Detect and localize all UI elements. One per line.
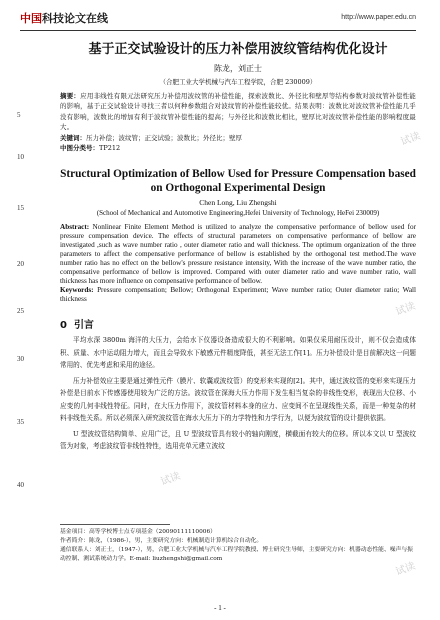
page-header [20, 8, 416, 31]
chinese-abstract [60, 91, 416, 133]
english-keywords-text: Pressure compensation; Bellow; Orthogonal Experiment; Wave number ratio; Outer diameter ratio; Wall thickness [60, 286, 417, 304]
line-number: 10 [17, 153, 24, 161]
line-number: 5 [17, 111, 21, 119]
site-logo[interactable] [20, 10, 108, 26]
chinese-title: 基于正交试验设计的压力补偿用波纹管结构优化设计 [88, 42, 388, 57]
logo-china-text: 中国 [20, 12, 42, 25]
line-number: 25 [17, 307, 24, 315]
clc-label: 中图分类号： [60, 143, 99, 152]
line-number: 15 [17, 204, 24, 212]
footnote-author-bio: 作者简介：陈龙，（1986-），男，主要研究方向：机械制造计算机综合自动化。 [60, 538, 263, 544]
section-heading [60, 316, 416, 331]
english-authors: Chen Long, Liu Zhengshi [199, 197, 277, 207]
watermark: 试读 [399, 130, 422, 148]
chinese-keywords [60, 133, 416, 143]
chinese-authors: 陈龙，刘正士 [214, 64, 262, 73]
english-abstract-text: Nonlinear Finite Element Method is utilized to analyze the compensative performance of bellow used for pressure compensation device. The effects of structural parameters on compensative performance of bellow are investigated ,such as wave number ratio , outer diameter ratio and wall thickness. The optimum organization of the three parameters to affect the compensative performance of bellow is established by the orthogonal test method.The wave number ratio has no effect on the bellow's pressure resistance intensity, With the increase of the wave number ratio, the compensative performance of bellow is improved. Compared with outer diameter ratio and wave number ratio, wall thickness has more influence on compensative performance of bellow. [60, 222, 416, 286]
line-number: 40 [17, 481, 24, 489]
footnote-divider [60, 524, 170, 525]
section-title: 引言 [73, 320, 94, 332]
line-number: 30 [17, 355, 24, 363]
keywords-label: 关键词： [60, 133, 86, 142]
section-number: 0 [60, 320, 67, 332]
site-url[interactable]: http://www.paper.edu.cn [341, 14, 416, 21]
english-abstract [60, 223, 416, 287]
classification-number [60, 143, 416, 153]
body-paragraph: U 型波纹管结构简单、应用广泛，且 U 型波纹管具有较小的轴向刚度，横截面有较大的位移。所以本文以 U 型波纹管为对象，考虑波纹管非线性特性，选用壳单元建立波纹 [60, 429, 416, 451]
logo-title-text: 科技论文在线 [42, 12, 108, 25]
english-affiliation: (School of Mechanical and Automotive Engineering,Hefei University of Technology, HeFei 230009) [96, 208, 380, 217]
footnote-funding: 基金项目：高等学校博士点专项基金（20090111110006） [60, 529, 216, 535]
keywords-text: 压力补偿；波纹管；正交试验；波数比；外径比；壁厚 [86, 133, 242, 142]
body-paragraph: 平均水深 3800m 海洋的大压力，会给水下仪器设备造成很大的不利影响。如果仅采用耐压设计，则不仅会造成体积、质量、水中运动阻力增大，而且会导致水下敏感元件精度降低，甚至无法工作[1]。压力补偿设计是目前解决这一问题常用的、优先考虑和采用的途径。 [60, 336, 416, 370]
watermark: 试读 [394, 300, 417, 318]
paper-content [60, 40, 416, 453]
clc-value: TP212 [99, 143, 121, 152]
footnote-corresponding-author: 通信联系人：刘正士，（1947-），男，合肥工业大学机械与汽车工程学院教授、博士研究生导师，主要研究方向：机器动态性能、噪声与振动控制、测试系统动力学。E-mail: liuzhengshi@gmail.com [60, 547, 413, 562]
line-number: 20 [17, 260, 24, 268]
abstract-text: 应用非线性有限元法研究压力补偿用波纹管的补偿性能，探索波数比、外径比和壁厚等结构参数对波纹管补偿性能的影响，基于正交试验设计寻找三者以何种参数组合对波纹管的补偿性能较优。结果表明：波数比对波纹管补偿性能几乎没有影响，波数比的增加有利于波纹管补偿性能的提高；与外径比和波数比相比，壁厚比对波纹管补偿性能的影响程度最大。 [60, 92, 416, 132]
abstract-label: 摘要： [60, 92, 81, 100]
line-number: 35 [17, 418, 24, 426]
watermark: 试读 [394, 560, 417, 578]
english-keywords [60, 286, 416, 304]
footnotes [60, 528, 416, 564]
english-title: Structural Optimization of Bellow Used for Pressure Compensation based on Orthogonal Experimental Design [60, 167, 416, 194]
chinese-affiliation: （合肥工业大学机械与汽车工程学院，合肥 230009） [159, 78, 317, 86]
body-paragraph: 压力补偿效应主要是通过弹性元件（膜片、软囊或波纹管）的变形来实现的[2]。其中，通过波纹管的变形来实现压力补偿是目前水下传感器使用较为广泛的方法。波纹管在深海大压力作用下发生相当复杂的非线性变形，表现出大位移、小应变的几何非线性特征。同时，在大压力作用下，波纹管材料本身的应力、应变间不在呈现线性关系，而是一种复杂的材料非线性关系。所以必须深入研究波纹管在海水大压力下的力学特性和力学行为，以便为波纹管的设计提供依据。 [60, 376, 416, 423]
english-abstract-label: Abstract: [60, 222, 90, 231]
page-number: - 1 - [214, 604, 226, 612]
english-keywords-label: Keywords: [60, 286, 94, 295]
watermark: 试读 [159, 470, 182, 488]
